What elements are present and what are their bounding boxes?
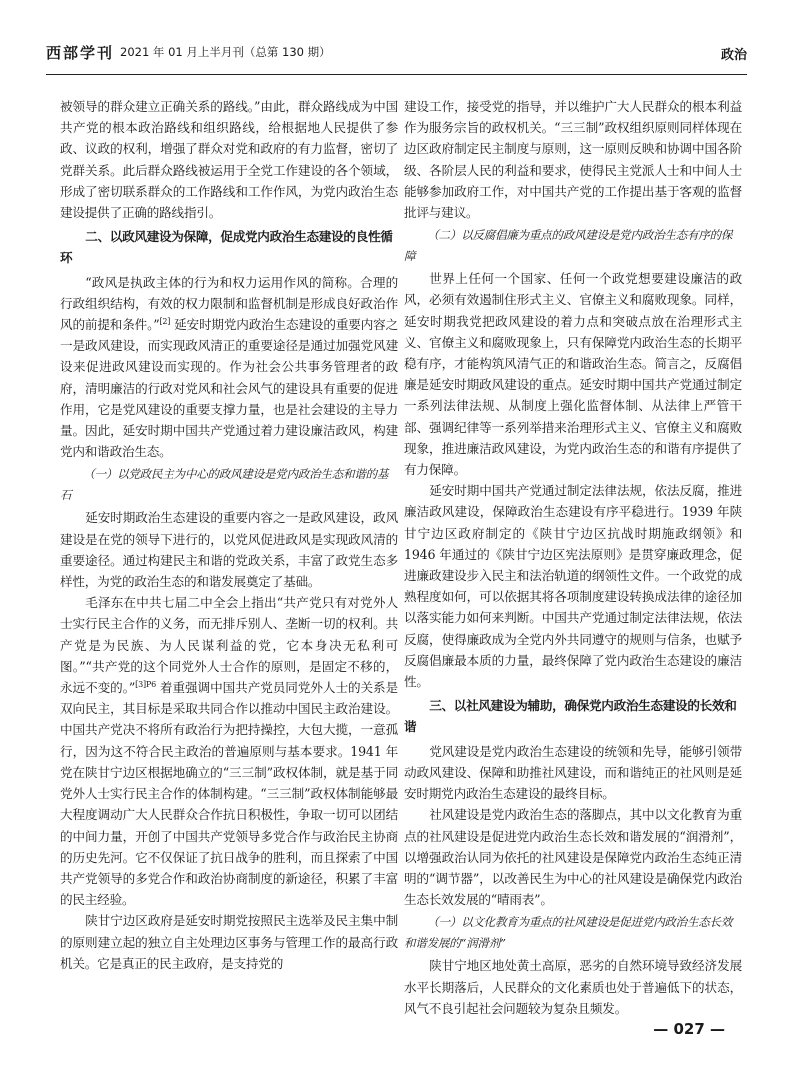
paragraph: 党风建设是党内政治生态建设的统领和先导，能够引领带动政风建设、保障和助推社风建设，而和谐纯正的社风则是延安时期党内政治生态建设的最终目标。: [404, 743, 742, 802]
paragraph: 陕甘宁边区政府是延安时期党按照民主选举及民主集中制的原则建立起的独立自主处理边区事务与管理工作的最高行政机关。它是真正的民主政府，是支持党的: [60, 913, 398, 971]
paragraph: 世界上任何一个国家、任何一个政党想要建设廉洁的政风，必须有效遏制住形式主义、官僚主义和腐败现象。同样，延安时期我党把政风建设的着力点和突破点放在治理形式主义、官僚主义和腐败现象上，只有保障党内政治生态的长期平稳有序，才能构筑风清气正的和谐政治生态。简言之，反腐倡廉是延安时期政风建设的重点。延安时期中国共产党通过制定一系列法律法规、从制度上强化监督体制、从法律上严管干部、强调纪律等一系列举措来治理形式主义、官僚主义和腐败现象，推进廉洁政风建设，为党内政治生态的和谐有序提供了有力保障。: [404, 271, 742, 478]
paragraph: 被领导的群众建立正确关系的路线。”由此，群众路线成为中国共产党的根本政治路线和组织路线，给根据地人民提供了参政、议政的权利，增强了群众对党和政府的有力监督，密切了党群关系。此后群众路线被运用于全党工作建设的各个领域，形成了密切联系群众的工作路线和工作作风，为党内政治生态建设提供了正确的路线指引。: [60, 99, 398, 221]
subsection-heading: （一）以文化教育为重点的社风建设是促进党内政治生态长效和谐发展的“润滑剂”: [404, 915, 733, 950]
journal-name: 西部学刊: [46, 44, 115, 62]
paragraph: 延安时期中国共产党通过制定法律法规，依法反腐，推进廉洁政风建设，保障政治生态建设有序平稳进行。1939 年陕甘宁边区政府制定的《陕甘宁边区抗战时期施政纲领》和 1946 年通过的《陕甘宁边区宪法原则》是贯穿廉政理念，促进廉政建设步入民主和法治轨道的纲领性文件。一个政党的成熟程度如何，可以依据其将各项制度建设转换成法律的途径加以落实能力如何来判断。中国共产党通过制定法律法规，依法反腐，使得廉政成为全党内外共同遵守的规则与信条，也赋予反腐倡廉最本质的力量，最终保障了党内政治生态建设的廉洁性。: [404, 483, 742, 690]
running-header: [46, 30, 747, 75]
quote-text: 毛泽东在中共七届二中全会上指出“共产党只有对党外人士实行民主合作的义务，而无排斥别人、垄断一切的权利。共产党是为民族、为人民谋利益的党，它本身决无私利可图。”“共产党的这个同党外人士合作的原则，是固定不移的，永远不变的。”: [60, 595, 398, 696]
right-column: [404, 96, 742, 1019]
left-column: [60, 96, 398, 974]
paragraph: 建设工作，接受党的指导，并以维护广大人民群众的根本利益作为服务宗旨的政权机关。“三三制”政权组织原则同样体现在边区政府制定民主制度与原则，这一原则反映和协调中国各阶级、各阶层人民的利益和要求，使得民主党派人士和中间人士能够参加政府工作，对中国共产党的工作提出基于客观的监督批评与建议。: [404, 99, 742, 221]
paragraph: 延安时期政治生态建设的重要内容之一是政风建设，政风建设是在党的领导下进行的，以党风促进政风是实现政风清的重要途径。通过构建民主和谐的党政关系，丰富了政党生态多样性，为党的政治生态的和谐发展奠定了基础。: [60, 510, 398, 590]
subsection-heading: （一）以党政民主为中心的政风建设是党内政治生态和谐的基石: [60, 467, 389, 502]
page-number: — 027 —: [653, 1020, 725, 1038]
section-heading: 三、以社风建设为辅助，确保党内政治生态建设的长效和谐: [404, 698, 737, 735]
paragraph: 社风建设是党内政治生态的落脚点，其中以文化教育为重点的社风建设是促进党内政治生态长效和谐发展的“润滑剂”，以增强政治认同为依托的社风建设是保障党内政治生态纯正清明的“调节器”，以改善民生为中心的社风建设是确保党内政治生态长效发展的“晴雨表”。: [404, 807, 742, 908]
section-heading: 二、以政风建设为保障，促成党内政治生态建设的良性循环: [60, 229, 393, 266]
paragraph: [60, 592, 398, 910]
paragraph: 陕甘宁地区地处黄土高原，恶劣的自然环境导致经济发展水平长期落后，人民群众的文化素质也处于普遍低下的状态，风气不良引起社会问题较为复杂且频发。: [404, 958, 742, 1016]
quote-text: “政风是执政主体的行为和权力运用作风的简称。合理的行政组织结构，有效的权力限制和监督机制是形成良好政治作风的前提和条件。”: [60, 274, 398, 333]
paragraph-text: 着重强调中国共产党员同党外人士的关系是双向民主，其目标是采取共同合作以推动中国民主政治建设。中国共产党决不将所有政治行为把持操控，大包大揽，一意孤行，因为这不符合民主政治的普遍原则与基本要求。1941 年党在陕甘宁边区根据地确立的“三三制”政权体制，就是基于同党外人士实行民主合作的体制构建。“三三制”政权体制能够最大程度调动广大人民群众合作抗日积极性，争取一切可以团结的中间力量，开创了中国共产党领导多党合作与政治民主协商的历史先河。它不仅保证了抗日战争的胜利，而且探索了中国共产党领导的多党合作和政治协商制度的新途径，积累了丰富的民主经验。: [60, 680, 398, 908]
section-label: 政治: [720, 48, 747, 63]
paragraph-text: 延安时期党内政治生态建设的重要内容之一是政风建设，而实现政风清正的重要途径是通过加强党风建设来促进政风建设而实现的。作为社会公共事务管理者的政府，清明廉洁的行政对党风和社会风气的建设具有重要的促进作用，它是党风建设的重要支撑力量，也是社会建设的主导力量。因此，延安时期中国共产党通过着力建设廉洁政风，构建党内和谐政治生态。: [60, 317, 398, 460]
citation-ref: [3]P6: [135, 679, 156, 689]
paragraph: [60, 272, 398, 463]
subsection-heading: （二）以反腐倡廉为重点的政风建设是党内政治生态有序的保障: [404, 228, 733, 263]
citation-ref: [2]: [159, 316, 171, 326]
issue-info: 2021 年 01 月上半月刊（总第 130 期）: [120, 45, 331, 59]
